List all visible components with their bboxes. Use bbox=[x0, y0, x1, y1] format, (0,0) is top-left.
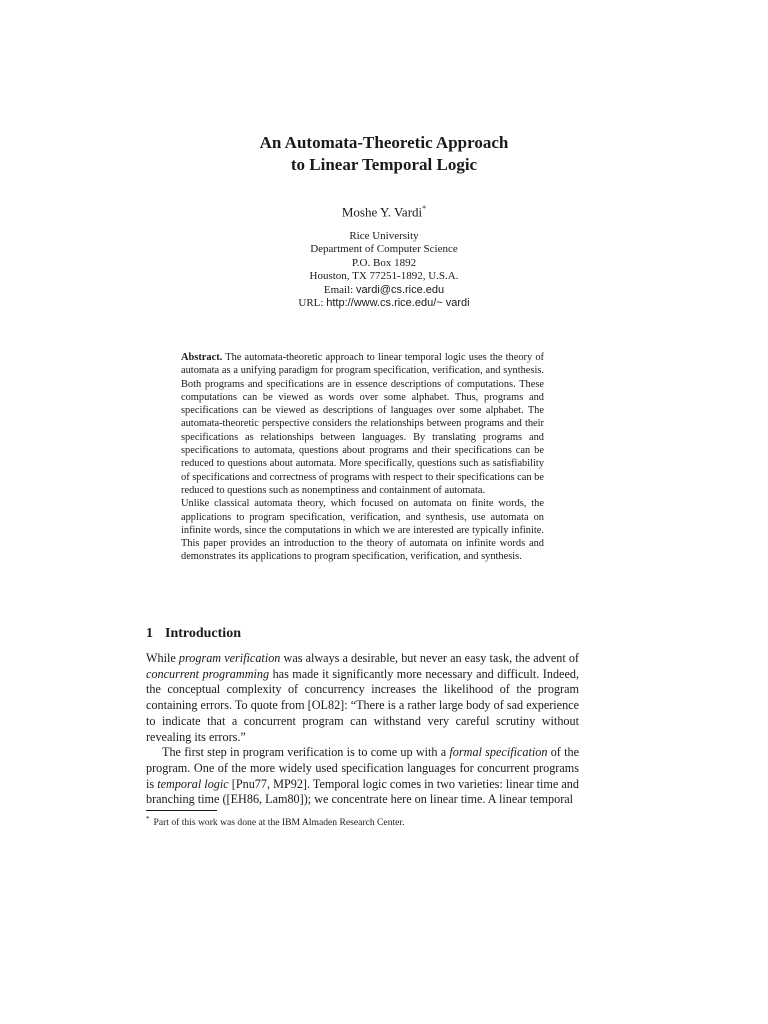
body-text-run: The first step in program verification is to come up with a bbox=[162, 745, 450, 760]
emphasis-concurrent-programming: concurrent programming bbox=[146, 666, 270, 681]
footnote-rule bbox=[146, 810, 217, 811]
section-title: Introduction bbox=[165, 626, 241, 641]
emphasis-temporal-logic: temporal logic bbox=[157, 776, 229, 791]
footnote-mark: * bbox=[146, 815, 150, 823]
url-line bbox=[0, 297, 768, 310]
emphasis-program-verification: program verification bbox=[178, 651, 281, 665]
body-text bbox=[146, 651, 579, 808]
author-name: Moshe Y. Vardi bbox=[341, 204, 423, 220]
abstract bbox=[181, 351, 544, 564]
abstract-paragraph-2: Unlike classical automata theory, which focused on automata on finite words, the applications to program specification, verification, and synthesis, use automata on infinite words, since the computations in which we are interested are typically infinite. This paper provides an introduction to the theory of automata on infinite words and demonstrates its applications to program specification, verification, and synthesis. bbox=[181, 498, 544, 563]
title-line-2: to Linear Temporal Logic bbox=[290, 155, 478, 174]
abstract-paragraph-1 bbox=[181, 351, 544, 497]
affiliation bbox=[0, 230, 768, 310]
body-paragraph-1 bbox=[146, 651, 579, 745]
city: Houston, TX 77251-1892, U.S.A. bbox=[309, 270, 459, 283]
section-number: 1 bbox=[146, 626, 153, 641]
body-paragraph-2 bbox=[146, 745, 579, 808]
emphasis-formal-specification: formal specification bbox=[449, 745, 548, 760]
author bbox=[0, 200, 768, 221]
institution: Rice University bbox=[349, 230, 419, 242]
email-link[interactable]: vardi@cs.rice.edu bbox=[355, 283, 445, 296]
body-text-run: was always a desirable, but never an easy task, the advent of bbox=[280, 651, 579, 665]
po-box: P.O. Box 1892 bbox=[351, 256, 417, 269]
abstract-label: Abstract. bbox=[181, 352, 223, 363]
paper-title bbox=[0, 132, 768, 176]
body-text-run: of the program. One of the more widely used specification languages for concurrent programs is bbox=[146, 745, 579, 791]
title-line-1: An Automata-Theoretic Approach bbox=[259, 133, 509, 152]
email-label: Email: bbox=[323, 283, 354, 296]
footnote bbox=[146, 813, 404, 829]
body-text-run: has made it significantly more necessary and difficult. Indeed, the conceptual complexity of concurrency increases the likelihood of the program containing errors. To quote from [OL82]: “There is a rather large body of sad experience to indicate that a concurrent program can withstand very careful scrutiny without revealing its errors.” bbox=[146, 666, 580, 744]
url-link[interactable]: http://www.cs.rice.edu/~ vardi bbox=[326, 297, 470, 310]
url-label: URL: bbox=[298, 297, 324, 310]
body-text-run: While bbox=[146, 651, 179, 665]
abstract-text-1: The automata-theoretic approach to linear temporal logic uses the theory of automata as a unifying paradigm for program specification, verification, and synthesis. Both programs and specifications are in essence descriptions of computations. These computations can be viewed as words over some alphabet. Thus, programs and specifications can be viewed as descriptions of languages over some alphabet. The automata-theoretic perspective considers the relationships between programs and their specifications as relationships between languages. By translating programs and specifications to automata, questions about programs and their specifications can be reduced to questions about automata. More specifically, questions such as satisfiability of specifications and correctness of programs with respect to their specifications can be reduced to questions such as nonemptiness and containment of automata. bbox=[181, 352, 545, 496]
body-text-run: [Pnu77, MP92]. Temporal logic comes in two varieties: linear time and branching time ([EH86, Lam80]); we concentrate here on linear time. A linear temporal bbox=[146, 776, 579, 807]
department: Department of Computer Science bbox=[310, 243, 458, 256]
email-line bbox=[0, 284, 768, 297]
section-heading bbox=[146, 625, 241, 643]
author-footnote-mark: * bbox=[422, 204, 427, 213]
footnote-text: Part of this work was done at the IBM Almaden Research Center. bbox=[153, 817, 405, 829]
